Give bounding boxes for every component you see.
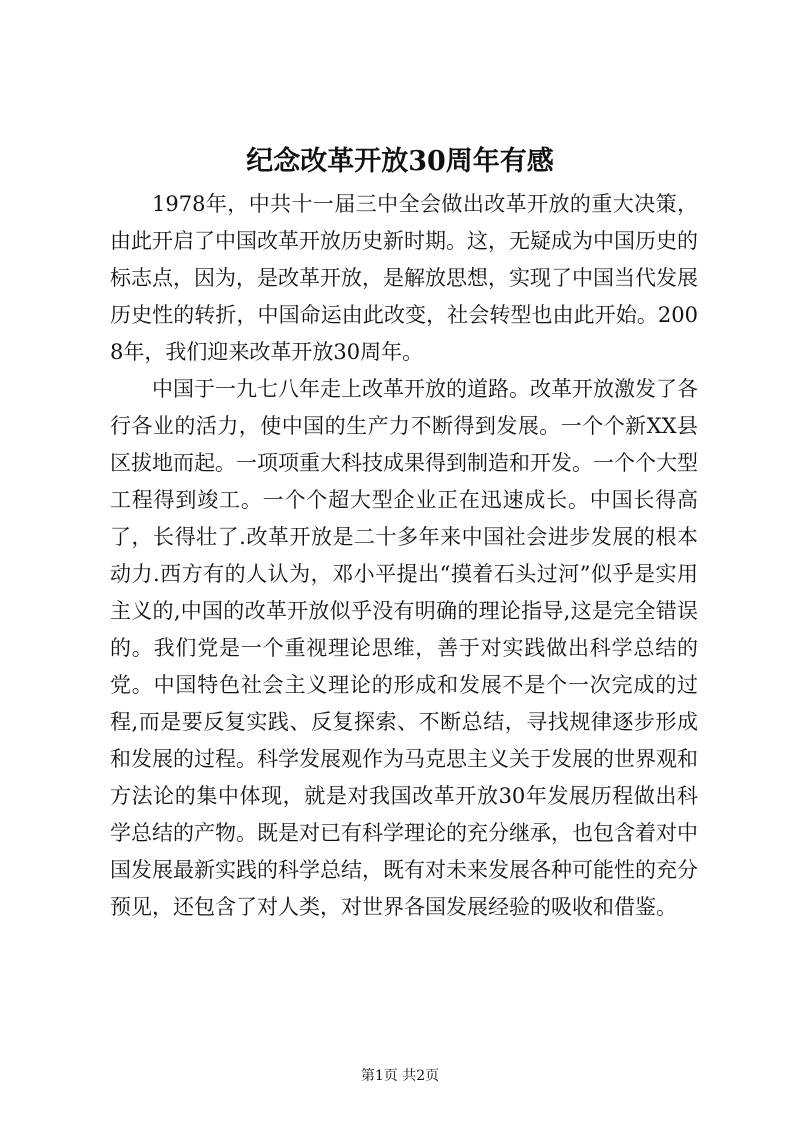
document-body xyxy=(110,186,698,926)
page-footer: 第1页 共2页 xyxy=(360,1068,440,1084)
paragraph-2: 中国于一九七八年走上改革开放的道路。改革开放激发了各行各业的活力，使中国的生产力不断得到发展。一个个新XX县区拔地而起。一项项重大科技成果得到制造和开发。一个个大型工程得到竣工。一个个超大型企业正在迅速成长。中国长得高了，长得壮了.改革开放是二十多年来中国社会进步发展的根本动力.西方有的人认为，邓小平提出“摸着石头过河”似乎是实用主义的,中国的改革开放似乎没有明确的理论指导,这是完全错误的。我们党是一个重视理论思维，善于对实践做出科学总结的党。中国特色社会主义理论的形成和发展不是个一次完成的过程,而是要反复实践、反复探索、不断总结，寻找规律逐步形成和发展的过程。科学发展观作为马克思主义关于发展的世界观和方法论的集中体现，就是对我国改革开放30年发展历程做出科学总结的产物。既是对已有科学理论的充分继承，也包含着对中国发展最新实践的科学总结，既有对未来发展各种可能性的充分预见，还包含了对人类，对世界各国发展经验的吸收和借鉴。 xyxy=(110,377,698,919)
paragraph-1: 1978年，中共十一届三中全会做出改革开放的重大决策，由此开启了中国改革开放历史新时期。这，无疑成为中国历史的标志点，因为，是改革开放，是解放思想，实现了中国当代发展历史性的转折，中国命运由此改变，社会转型也由此开始。2008年，我们迎来改革开放30周年。 xyxy=(110,192,698,364)
document-title: 纪念改革开放30周年有感 xyxy=(246,146,554,177)
